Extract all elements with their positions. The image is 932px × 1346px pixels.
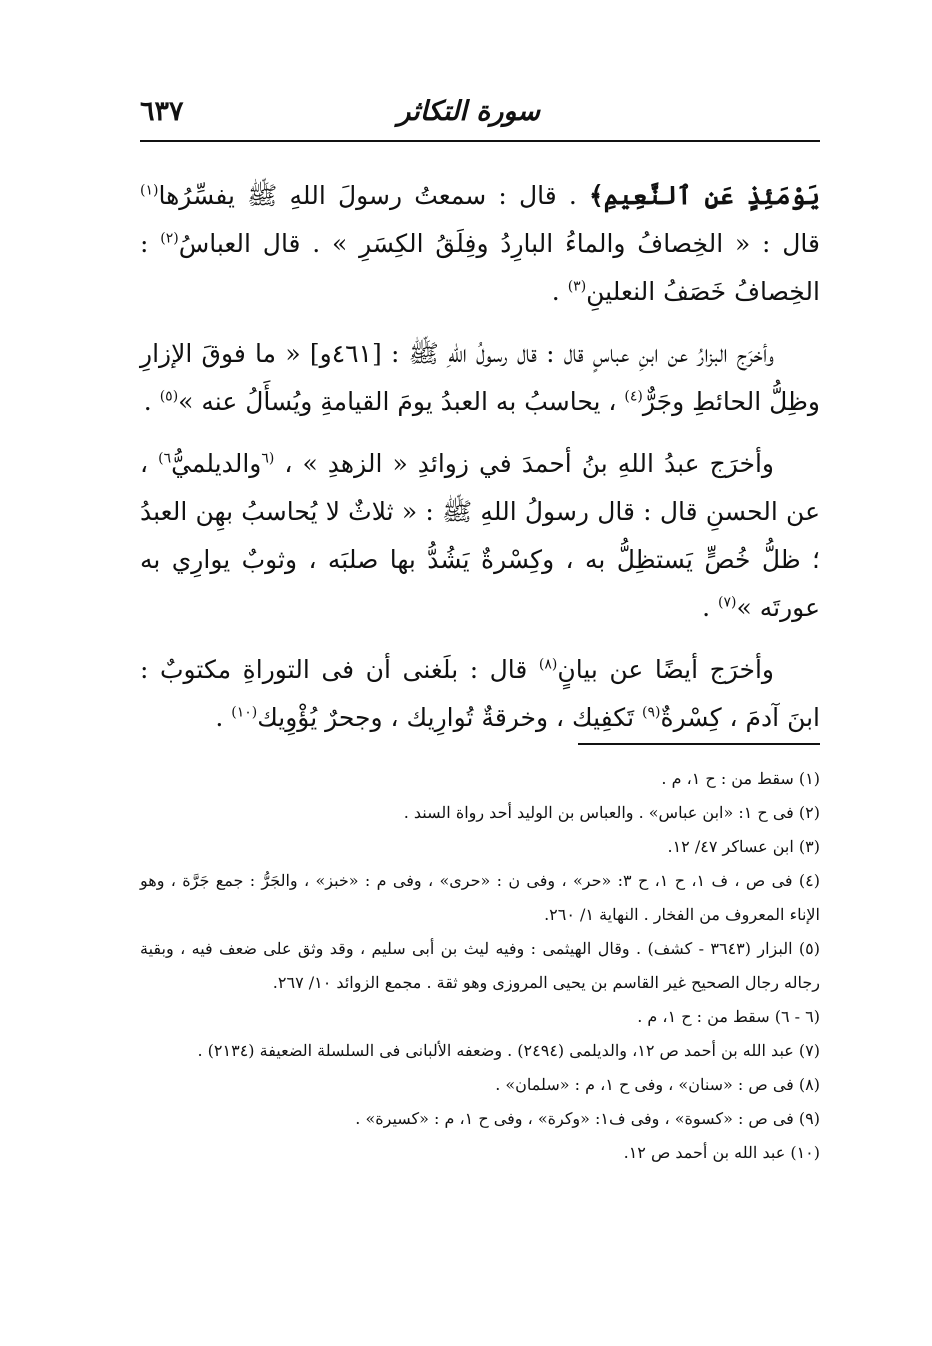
text-segment: وأخرَج البزارُ عن ابنِ عباسٍ قال : قال رسولُ اللهِ ﷺ : [٤٦١و] « ما فوقَ الإزارِ وظِلُّ الحائطِ وجَرٌّ [140, 339, 820, 416]
text-segment: قال : « الخِصافُ والماءُ البارِدُ وفِلَقُ الكِسَرِ » . قال العباسُ [178, 229, 821, 258]
text-segment: ، يحاسبُ به العبدُ يومَ القيامةِ ويُسأَلُ عنه » [178, 387, 625, 416]
header-rule [140, 140, 820, 142]
footnote-ref: (٢) [160, 230, 179, 247]
footnote-ref: (٦ [261, 450, 275, 467]
footnote-ref: (٤) [624, 388, 643, 405]
footnote-ref: (٣) [567, 278, 587, 295]
footnote-ref: (٥) [159, 388, 179, 405]
footnote-6: (٦ - ٦) سقط من : ح ١، م . [637, 1007, 820, 1026]
text-segment: : الخِصافُ خَصَفُ النعلينِ [140, 229, 820, 306]
paragraph-1 [140, 172, 820, 316]
text-segment: وأخرَج عبدُ اللهِ بنُ أحمدَ في زوائدِ « الزهدِ » ، [274, 449, 774, 478]
paragraph-2 [140, 330, 820, 426]
footnote-separator [578, 743, 820, 745]
footnote-ref: (٧) [718, 594, 737, 611]
paragraph-4 [140, 646, 820, 742]
footnote-5: (٥) البزار (٣٦٤٣ - كشف) . وقال الهيثمى : وفيه ليث بن أبى سليم ، وقد وثق على ضعف فيه ، وبقية رجاله رجال الصحيح غير القاسم بن يحيى المروزى وهو ثقة . مجمع الزوائد ١٠/ ٢٦٧. [140, 939, 820, 992]
footnote-ref: (٨) [538, 656, 558, 673]
footnote-1: (١) سقط من : ح ١، م . [661, 769, 820, 788]
page-title: سورة التكاثر [397, 96, 540, 127]
text-segment: تَكفِيك ، وخرقةٌ تُوارِيك ، وجحرٌ يُؤْوِيك [257, 703, 643, 732]
footnote-10: (١٠) عبد الله بن أحمد ص ١٢. [623, 1143, 820, 1162]
text-segment: . [143, 387, 160, 416]
paragraph-3 [140, 440, 820, 632]
footnote-3: (٣) ابن عساكر ٤٧/ ١٢. [667, 837, 820, 856]
page-header [140, 86, 820, 142]
text-segment: قال : بلَغنى أن فى التوراةِ مكتوبٌ : ابنَ آدمَ ، كِسْرةٌ [140, 655, 820, 732]
footnote-ref: (١) [140, 182, 159, 199]
footnote-4: (٤) فى ص ، ف ١، ح ١، ح ٣: «حر» ، وفى ن : «حرى» ، وفى م : «خبز» ، والجَرُّ : جمع جَرَّة ، وهو الإناء المعروف من الفخار . النهاية ١/ ٢٦٠. [140, 871, 820, 924]
footnote-9: (٩) فى ص : «كسوة» ، وفى ف١: «وكرة» ، وفى ح ١، م : «كسيرة» . [355, 1109, 820, 1128]
page-number: ٦٣٧ [140, 96, 184, 127]
text-segment: والديلميُّ [171, 449, 262, 478]
footnotes [140, 762, 820, 1170]
text-segment: وأخرَج أيضًا عن بيانٍ [557, 655, 774, 684]
footnote-7: (٧) عبد الله بن أحمد ص ١٢، والديلمى (٢٤٩٤) . وضعفه الألبانى فى السلسلة الضعيفة (٢١٣٤) . [197, 1041, 820, 1060]
footnote-ref: (٩) [642, 704, 661, 721]
text-segment: ، عن الحسنِ قال : قال رسولُ اللهِ ﷺ : « ثلاثٌ لا يُحاسبُ بهِن العبدُ ؛ ظلُّ خُصٍّ يَستظِلُّ به ، وكِسْرةٌ يَشُدُّ بها صلبَه ، وثوبٌ يوارِي به عورتَه » [140, 449, 820, 622]
text-segment: . قال : سمعتُ رسولَ اللهِ ﷺ يفسِّرُها [158, 181, 590, 210]
footnote-2: (٢) فى ح ١: «ابن عباس» . والعباس بن الوليد أحد رواة السند . [403, 803, 820, 822]
text-segment: . [551, 277, 568, 306]
text-segment: . [215, 703, 232, 732]
footnote-ref: ٦) [158, 450, 172, 467]
text-segment: . [702, 593, 719, 622]
footnote-8: (٨) فى ص : «سنان» ، وفى ح ١، م : «سلمان» . [495, 1075, 820, 1094]
main-text [140, 172, 820, 756]
footnote-ref: (١٠) [231, 704, 258, 721]
quran-verse: يَوْمَئِذٍ عَنِ ٱلنَّعِيمِ﴾ [589, 181, 820, 210]
